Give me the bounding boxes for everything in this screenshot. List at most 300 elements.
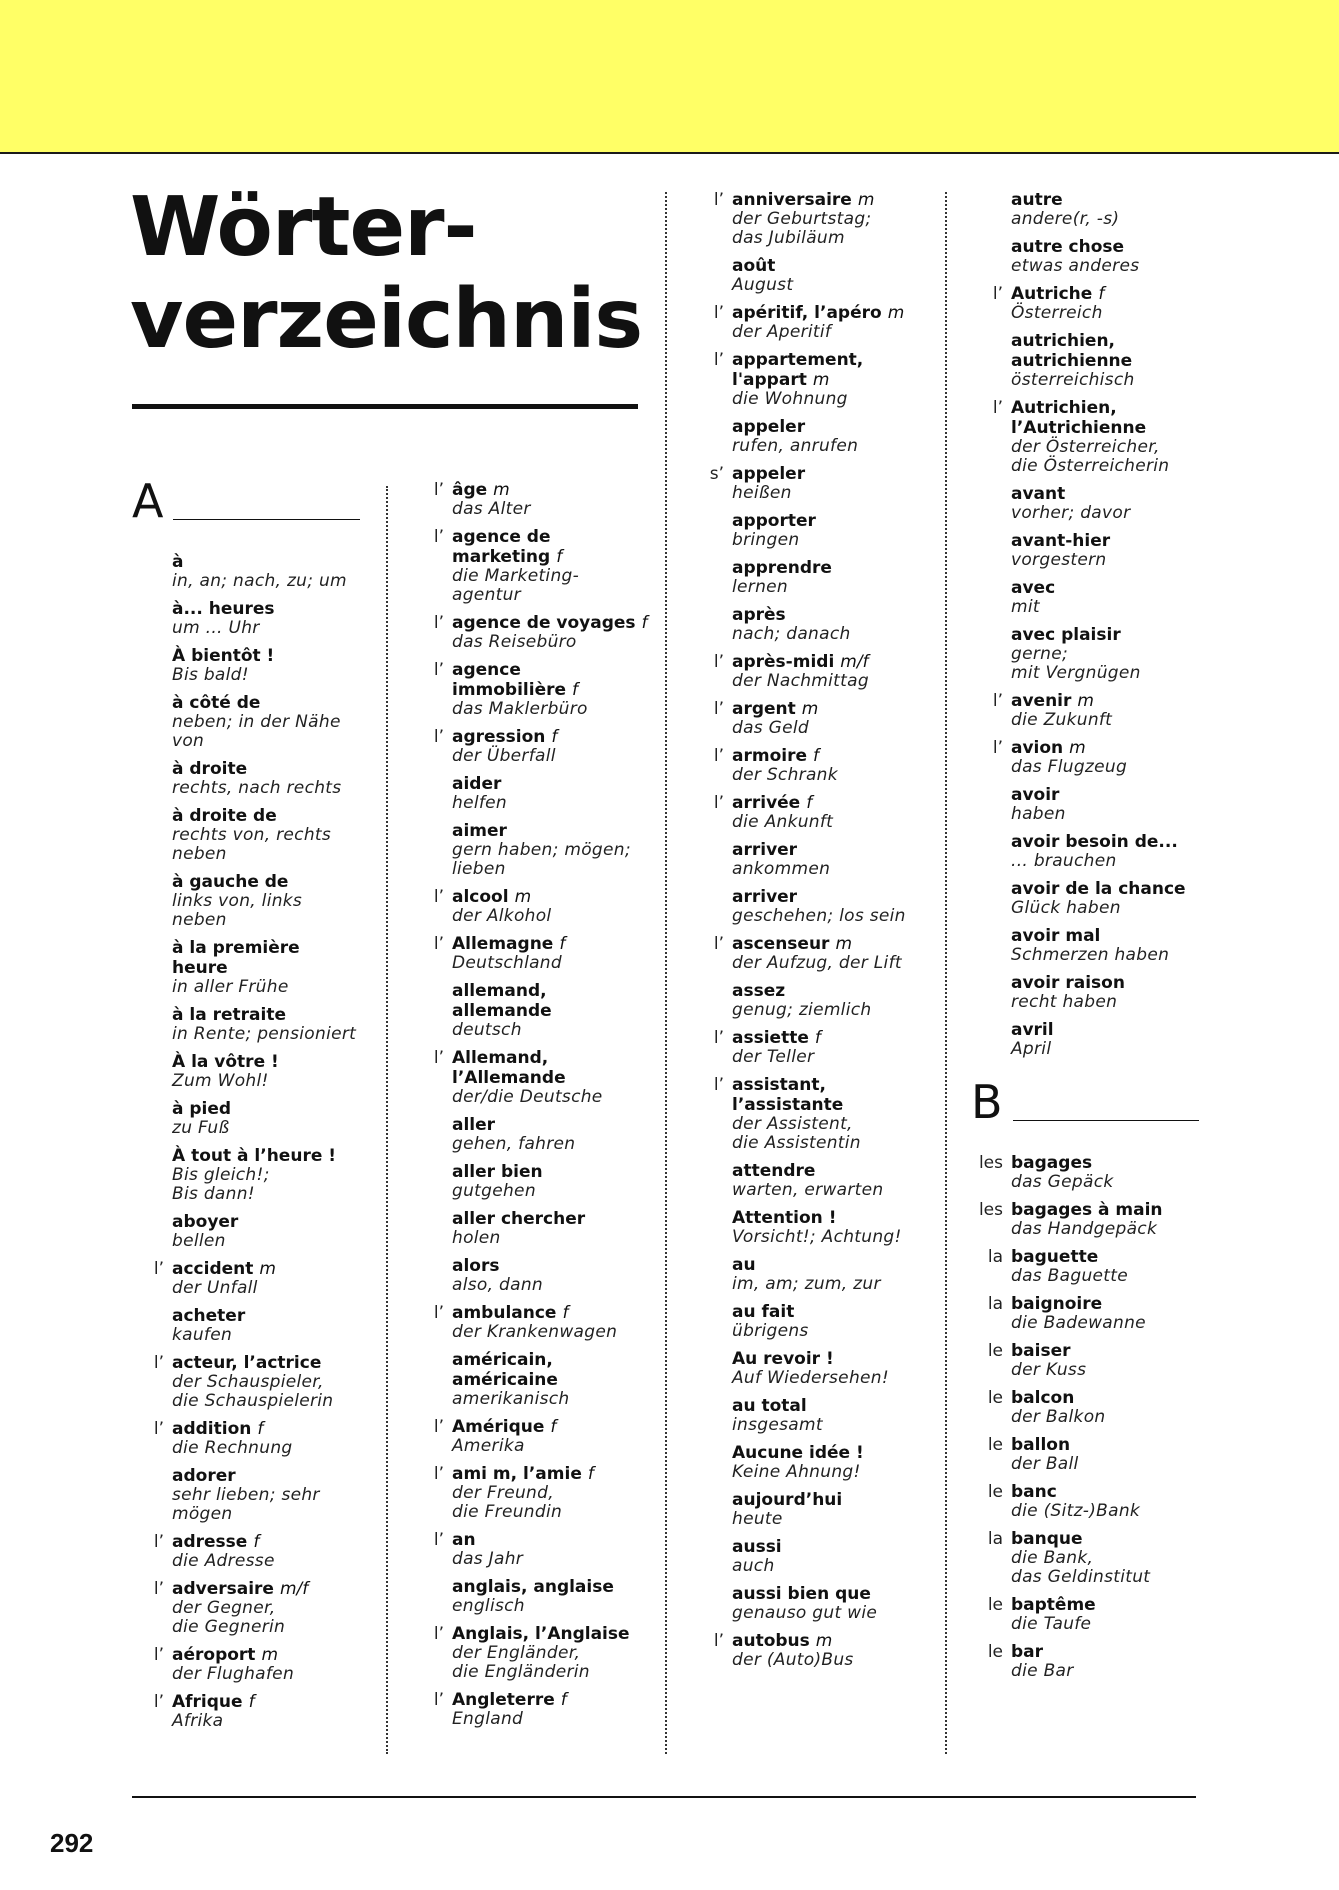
entry-headword: aimer — [452, 821, 507, 841]
entry-article: l’ — [433, 1624, 444, 1644]
entry-headword-line — [452, 527, 652, 567]
column-divider-3 — [945, 192, 947, 1754]
entry-translation: heute — [732, 1509, 783, 1529]
glossary-entry — [971, 785, 1199, 824]
entry-article: l’ — [433, 1530, 444, 1550]
entry-headword-line — [1011, 625, 1199, 645]
glossary-entry — [971, 1341, 1199, 1380]
entry-article: le — [987, 1595, 1003, 1615]
entry-headword: ambulance — [452, 1303, 557, 1323]
glossary-entry — [692, 1631, 932, 1670]
entry-headword-line — [1011, 879, 1199, 899]
entry-headword-line — [1011, 578, 1199, 598]
glossary-entry — [412, 1115, 652, 1154]
entry-gender: m — [815, 1631, 833, 1651]
entry-headword: avec — [1011, 578, 1056, 598]
entry-article: l’ — [713, 699, 724, 719]
glossary-entry — [971, 1200, 1199, 1239]
entry-headword: acheter — [172, 1306, 246, 1326]
glossary-entry — [971, 1529, 1199, 1587]
entry-headword-line — [732, 1208, 932, 1228]
entry-headword: À bientôt ! — [172, 646, 275, 666]
entry-headword-line — [452, 1303, 652, 1323]
entry-article: l’ — [713, 350, 724, 370]
entry-translation: der Freund, — [452, 1483, 554, 1503]
entry-article: l’ — [433, 1690, 444, 1710]
entry-translation: amerikanisch — [452, 1389, 570, 1409]
entry-headword-line — [1011, 1247, 1199, 1267]
entry-headword-line — [452, 1530, 652, 1550]
entry-translation: gutgehen — [452, 1181, 536, 1201]
entry-translation: gerne; — [1011, 644, 1069, 664]
glossary-entry — [971, 1020, 1199, 1059]
glossary-entry — [692, 1490, 932, 1529]
entry-headword-line — [732, 699, 932, 719]
entry-translation: insgesamt — [732, 1415, 823, 1435]
entry-headword: ami m, l’amie — [452, 1464, 582, 1484]
entry-gender: m — [259, 1259, 276, 1279]
entry-article: le — [987, 1435, 1003, 1455]
entry-translation: um ... Uhr — [172, 618, 260, 638]
glossary-entry — [132, 872, 360, 930]
entry-article: l’ — [153, 1532, 164, 1552]
entry-article: l’ — [433, 660, 444, 680]
entry-translation: die Bar — [1011, 1661, 1074, 1681]
entry-article: l’ — [433, 934, 444, 954]
entry-translation: der Geburtstag; — [732, 209, 872, 229]
entry-headword-line — [732, 1075, 932, 1115]
glossary-entry — [412, 613, 652, 652]
glossary-entry — [971, 484, 1199, 523]
page-title-line-1: Wörter- — [130, 180, 477, 275]
glossary-entry — [412, 981, 652, 1040]
entry-headword: assistant, l’assistante — [732, 1075, 844, 1115]
entry-headword: autre — [1011, 190, 1063, 210]
entry-translation: Auf Wiedersehen! — [732, 1368, 889, 1388]
entry-translation: die Zukunft — [1011, 710, 1113, 730]
entry-headword: Afrique — [172, 1692, 243, 1712]
entry-translation: Bis bald! — [172, 665, 249, 685]
entry-headword-line — [1011, 331, 1199, 371]
entry-article: l’ — [433, 1048, 444, 1068]
glossary-entry — [971, 1595, 1199, 1634]
entry-translation: englisch — [452, 1596, 525, 1616]
glossary-entry — [971, 578, 1199, 617]
glossary-entry — [412, 1577, 652, 1616]
entry-headword: Autrichien, l’Autrichienne — [1011, 398, 1147, 438]
glossary-entry — [692, 1302, 932, 1341]
entry-headword-line — [452, 1162, 652, 1182]
entry-headword-line — [1011, 1595, 1199, 1615]
glossary-entry — [132, 1099, 360, 1138]
entry-translation: Glück haben — [1011, 898, 1121, 918]
entry-gender: m — [514, 887, 532, 907]
entry-translation: Afrika — [172, 1711, 224, 1731]
entry-article: l’ — [713, 1028, 724, 1048]
entry-headword: bagages — [1011, 1153, 1093, 1173]
header-band — [0, 0, 1339, 154]
entry-translation: lieben — [452, 859, 506, 879]
entry-gender: f — [813, 746, 819, 766]
entry-headword-line — [1011, 1435, 1199, 1455]
section-rule — [173, 519, 360, 520]
glossary-entry — [692, 840, 932, 879]
entry-headword: avril — [1011, 1020, 1054, 1040]
entry-headword: an — [452, 1530, 476, 1550]
entry-translation: also, dann — [452, 1275, 543, 1295]
entry-headword-line — [1011, 785, 1199, 805]
entry-headword-line — [1011, 1341, 1199, 1361]
entry-headword-line — [172, 1052, 360, 1072]
entry-headword-line — [732, 417, 932, 437]
entry-headword: âge — [452, 480, 488, 500]
entry-headword-line — [172, 1579, 360, 1599]
entry-headword: à droite de — [172, 806, 277, 826]
entry-article: l’ — [713, 190, 724, 210]
entry-headword-line — [452, 480, 652, 500]
entry-headword: adorer — [172, 1466, 236, 1486]
entry-translation: genug; ziemlich — [732, 1000, 872, 1020]
entry-headword: aller chercher — [452, 1209, 586, 1229]
entry-headword: alors — [452, 1256, 500, 1276]
entry-article: l’ — [713, 746, 724, 766]
entry-headword: banc — [1011, 1482, 1057, 1502]
entry-article: l’ — [433, 527, 444, 547]
entry-headword: adversaire — [172, 1579, 274, 1599]
entry-headword: anglais, anglaise — [452, 1577, 614, 1597]
glossary-entry — [692, 887, 932, 926]
entry-headword-line — [732, 652, 932, 672]
glossary-entry — [971, 398, 1199, 476]
entry-translation: der Teller — [732, 1047, 815, 1067]
entry-headword-line — [172, 693, 360, 713]
entry-gender: f — [559, 934, 566, 954]
entry-headword-line — [732, 793, 932, 813]
entry-article: les — [978, 1153, 1003, 1173]
glossary-entry — [412, 887, 652, 926]
entry-headword-line — [1011, 1388, 1199, 1408]
glossary-entry — [971, 190, 1199, 229]
entry-translation: warten, erwarten — [732, 1180, 884, 1200]
entry-headword-line — [1011, 1482, 1199, 1502]
entry-translation: die Gegnerin — [172, 1617, 286, 1637]
glossary-entry — [132, 1419, 360, 1458]
entry-translation: genauso gut wie — [732, 1603, 878, 1623]
entry-gender: f — [587, 1464, 594, 1484]
entry-headword: apporter — [732, 511, 816, 531]
entry-article: l’ — [153, 1353, 164, 1373]
entry-headword: avec plaisir — [1011, 625, 1121, 645]
entry-gender: f — [556, 547, 563, 567]
entry-headword-line — [172, 872, 360, 892]
entry-headword-line — [732, 350, 932, 390]
entry-translation: die Freundin — [452, 1502, 563, 1522]
entry-translation: das Jahr — [452, 1549, 524, 1569]
entry-translation: die (Sitz-)Bank — [1011, 1501, 1141, 1521]
entry-article: le — [987, 1388, 1003, 1408]
entry-headword-line — [172, 1419, 360, 1439]
glossary-entry — [412, 821, 652, 879]
entry-headword-line — [172, 938, 360, 978]
entry-headword: aussi bien que — [732, 1584, 871, 1604]
entry-translation: der Schrank — [732, 765, 838, 785]
entry-translation: die Assistentin — [732, 1133, 861, 1153]
entry-headword: à gauche de — [172, 872, 289, 892]
glossary-entry — [971, 284, 1199, 323]
entry-translation: der Engländer, — [452, 1643, 581, 1663]
entry-gender: f — [253, 1532, 260, 1552]
entry-translation: agentur — [452, 585, 521, 605]
entry-gender: m — [801, 699, 819, 719]
entry-headword-line — [732, 1302, 932, 1322]
entry-translation: neben; in der Nähe — [172, 712, 341, 732]
entry-article: la — [987, 1247, 1003, 1267]
entry-translation: die Wohnung — [732, 389, 848, 409]
footer-rule — [132, 1796, 1196, 1798]
entry-article: l’ — [992, 738, 1003, 758]
entry-translation: mögen — [172, 1504, 233, 1524]
entry-article: l’ — [713, 1631, 724, 1651]
entry-gender: f — [550, 1417, 557, 1437]
glossary-entry — [412, 480, 652, 519]
entry-article: l’ — [713, 793, 724, 813]
entry-translation: helfen — [452, 793, 507, 813]
entry-article: l’ — [713, 934, 724, 954]
entry-translation: die Ankunft — [732, 812, 834, 832]
entry-translation: gehen, fahren — [452, 1134, 576, 1154]
entry-headword-line — [732, 1255, 932, 1275]
entry-article: l’ — [992, 691, 1003, 711]
entry-headword: aider — [452, 774, 502, 794]
entry-translation: der Nachmittag — [732, 671, 869, 691]
entry-article: l’ — [153, 1692, 164, 1712]
entry-headword: Amérique — [452, 1417, 545, 1437]
entry-article: s’ — [709, 464, 724, 484]
entry-headword: agression — [452, 727, 546, 747]
entry-translation: das Maklerbüro — [452, 699, 588, 719]
glossary-entry — [692, 1161, 932, 1200]
glossary-entry — [971, 738, 1199, 777]
entry-headword: apprendre — [732, 558, 832, 578]
glossary-entry — [132, 552, 360, 591]
glossary-entry — [692, 605, 932, 644]
entry-headword-line — [732, 1396, 932, 1416]
entry-translation: die Marketing- — [452, 566, 580, 586]
entry-headword-line — [172, 552, 360, 572]
entry-headword: arrivée — [732, 793, 801, 813]
entry-translation: Schmerzen haben — [1011, 945, 1170, 965]
entry-translation: ankommen — [732, 859, 831, 879]
entry-headword: baiser — [1011, 1341, 1071, 1361]
glossary-entry — [971, 973, 1199, 1012]
column-divider-1 — [386, 486, 388, 1754]
entry-headword-line — [1011, 1153, 1199, 1173]
entry-headword: à la première heure — [172, 938, 300, 978]
entry-translation: deutsch — [452, 1020, 522, 1040]
entry-headword-line — [1011, 237, 1199, 257]
glossary-entry — [971, 1435, 1199, 1474]
entry-headword-line — [1011, 1200, 1199, 1220]
section-letter: B — [971, 1075, 1003, 1129]
glossary-entry — [132, 599, 360, 638]
entry-headword-line — [732, 1161, 932, 1181]
glossary-entry — [692, 417, 932, 456]
glossary-entry — [132, 1146, 360, 1204]
entry-headword-line — [452, 1048, 652, 1088]
entry-headword-line — [1011, 1294, 1199, 1314]
glossary-entry — [132, 1532, 360, 1571]
entry-headword: avion — [1011, 738, 1064, 758]
entry-headword-line — [452, 934, 652, 954]
entry-headword-line — [172, 1099, 360, 1119]
glossary-entry — [692, 1349, 932, 1388]
entry-headword-line — [172, 1645, 360, 1665]
entry-headword-line — [1011, 284, 1199, 304]
entry-article: l’ — [153, 1579, 164, 1599]
entry-headword: arriver — [732, 840, 798, 860]
entry-translation: neben — [172, 844, 227, 864]
glossary-entry — [132, 1692, 360, 1731]
entry-translation: die Österreicherin — [1011, 456, 1170, 476]
glossary-entry — [692, 934, 932, 973]
entry-article: l’ — [433, 480, 444, 500]
entry-article: l’ — [433, 727, 444, 747]
glossary-entry — [412, 527, 652, 605]
entry-headword-line — [732, 464, 932, 484]
entry-article: les — [978, 1200, 1003, 1220]
entry-translation: rechts von, rechts — [172, 825, 332, 845]
entry-gender: m — [261, 1645, 278, 1665]
entry-headword-line — [732, 934, 932, 954]
entry-headword: adresse — [172, 1532, 248, 1552]
entry-headword: baguette — [1011, 1247, 1099, 1267]
entry-translation: der Krankenwagen — [452, 1322, 618, 1342]
entry-translation: der Aperitif — [732, 322, 832, 342]
entry-headword-line — [172, 1306, 360, 1326]
entry-translation: in, an; nach, zu; um — [172, 571, 347, 591]
entry-headword: assiette — [732, 1028, 809, 1048]
entry-headword-line — [452, 1209, 652, 1229]
entry-headword: acteur, l’actrice — [172, 1353, 322, 1373]
glossary-entry — [971, 625, 1199, 683]
entry-headword-line — [732, 558, 932, 578]
entry-translation: das Gepäck — [1011, 1172, 1114, 1192]
section-rule — [1013, 1120, 1199, 1121]
entry-translation: lernen — [732, 577, 788, 597]
entry-headword: autobus — [732, 1631, 810, 1651]
entry-headword: au — [732, 1255, 756, 1275]
entry-translation: Österreich — [1011, 303, 1103, 323]
entry-gender: f — [572, 680, 579, 700]
glossary-entry — [412, 1162, 652, 1201]
entry-headword: aéroport — [172, 1645, 256, 1665]
entry-gender: m — [812, 370, 830, 390]
glossary-entry — [412, 727, 652, 766]
entry-headword-line — [1011, 691, 1199, 711]
glossary-entry — [132, 1306, 360, 1345]
glossary-entry — [132, 693, 360, 751]
entry-headword: assez — [732, 981, 786, 1001]
glossary-entry — [412, 1350, 652, 1409]
entry-translation: die Adresse — [172, 1551, 275, 1571]
glossary-entry — [692, 793, 932, 832]
entry-headword-line — [172, 1353, 360, 1373]
glossary-column-1 — [132, 474, 360, 1739]
entry-translation: August — [732, 275, 794, 295]
entry-headword-line — [452, 774, 652, 794]
entry-headword: addition — [172, 1419, 252, 1439]
entry-headword: Angleterre — [452, 1690, 555, 1710]
entry-headword: allemand, allemande — [452, 981, 552, 1021]
entry-headword-line — [732, 605, 932, 625]
glossary-entry — [692, 1075, 932, 1153]
entry-translation: bellen — [172, 1231, 226, 1251]
entry-gender: f — [1098, 284, 1105, 304]
entry-headword: argent — [732, 699, 796, 719]
entry-translation: links von, links — [172, 891, 303, 911]
entry-headword: américain, américaine — [452, 1350, 558, 1390]
entry-translation: Amerika — [452, 1436, 525, 1456]
glossary-entry — [971, 1247, 1199, 1286]
entry-headword: baignoire — [1011, 1294, 1103, 1314]
entry-headword-line — [732, 303, 932, 323]
entry-headword-line — [1011, 531, 1199, 551]
entry-translation: April — [1011, 1039, 1052, 1059]
entry-article: la — [987, 1294, 1003, 1314]
entry-headword: aller — [452, 1115, 496, 1135]
glossary-entry — [412, 1303, 652, 1342]
entry-headword-line — [1011, 190, 1199, 210]
entry-translation: auch — [732, 1556, 775, 1576]
entry-translation: der Unfall — [172, 1278, 258, 1298]
glossary-entry — [692, 981, 932, 1020]
glossary-entry — [692, 190, 932, 248]
glossary-entry — [412, 934, 652, 973]
entry-headword: ballon — [1011, 1435, 1071, 1455]
entry-translation: der Balkon — [1011, 1407, 1106, 1427]
entry-headword: à côté de — [172, 693, 261, 713]
entry-headword: appeler — [732, 417, 806, 437]
entry-translation: mit Vergnügen — [1011, 663, 1141, 683]
glossary-entry — [971, 1153, 1199, 1192]
entry-translation: der Kuss — [1011, 1360, 1087, 1380]
entry-gender: f — [248, 1692, 255, 1712]
entry-translation: das Handgepäck — [1011, 1219, 1158, 1239]
entry-headword-line — [732, 1537, 932, 1557]
entry-headword: après-midi — [732, 652, 835, 672]
page-number: 292 — [50, 1828, 94, 1858]
entry-translation: der Aufzug, der Lift — [732, 953, 902, 973]
entry-translation: der Schauspieler, — [172, 1372, 324, 1392]
entry-headword: avoir — [1011, 785, 1060, 805]
entry-translation: haben — [1011, 804, 1066, 824]
entry-translation: der Überfall — [452, 746, 556, 766]
entry-article: l’ — [433, 887, 444, 907]
entry-headword-line — [732, 981, 932, 1001]
entry-translation: das Baguette — [1011, 1266, 1128, 1286]
glossary-entry — [692, 1396, 932, 1435]
entry-translation: die Taufe — [1011, 1614, 1092, 1634]
glossary-entry — [971, 879, 1199, 918]
entry-headword-line — [732, 1028, 932, 1048]
glossary-entry — [692, 558, 932, 597]
entry-headword: alcool — [452, 887, 509, 907]
entry-translation: im, am; zum, zur — [732, 1274, 881, 1294]
glossary-entry — [132, 806, 360, 864]
entry-headword: à — [172, 552, 184, 572]
entry-headword: à pied — [172, 1099, 232, 1119]
entry-translation: vorher; davor — [1011, 503, 1131, 523]
